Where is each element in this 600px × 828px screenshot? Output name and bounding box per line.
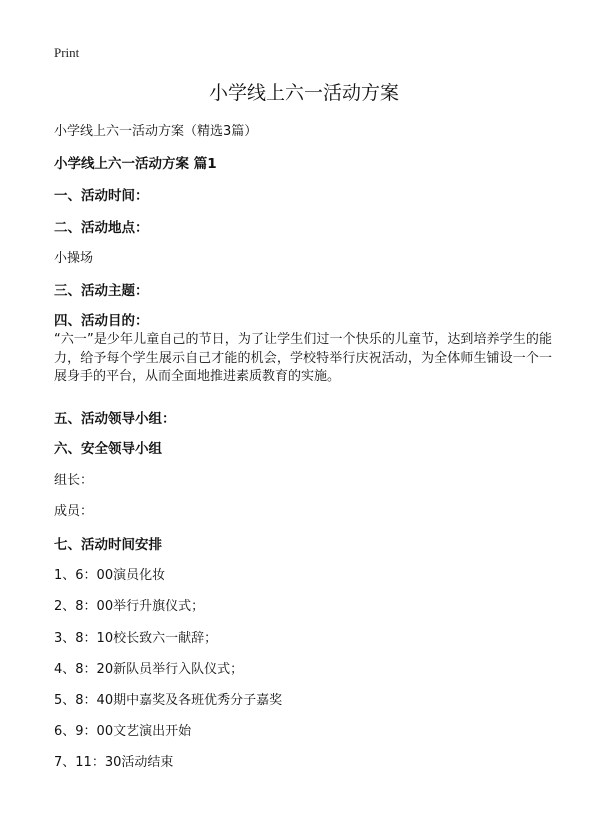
- document-subtitle: 小学线上六一活动方案（精选3篇）: [54, 124, 258, 139]
- heading-activity-theme: 三、活动主题：: [54, 283, 149, 299]
- group-members-text: 成员：: [54, 504, 94, 519]
- schedule-item: 1、6：00演员化妆: [54, 568, 166, 583]
- schedule-item: 6、9：00文艺演出开始: [54, 724, 192, 739]
- schedule-item: 7、11：30活动结束: [54, 755, 174, 770]
- page-title: 小学线上六一活动方案: [208, 82, 399, 104]
- heading-schedule: 七、活动时间安排: [54, 537, 162, 553]
- group-leader-text: 组长：: [54, 473, 94, 488]
- print-link[interactable]: Print: [54, 45, 80, 60]
- location-text: 小操场: [54, 251, 94, 266]
- schedule-item: 3、8：10校长致六一献辞；: [54, 631, 218, 646]
- heading-activity-purpose: 四、活动目的：: [54, 313, 149, 329]
- schedule-item: 4、8：20新队员举行入队仪式；: [54, 662, 244, 677]
- heading-safety-group: 六、安全领导小组: [54, 441, 162, 457]
- section-heading: 小学线上六一活动方案 篇1: [54, 156, 217, 172]
- purpose-paragraph: “六一”是少年儿童自己的节日，为了让学生们过一个快乐的儿童节，达到培养学生的能力，给予每个学生展示自己才能的机会，学校特举行庆祝活动，为全体师生铺设一个一展身手的平台，从而全面地推进素质教育的实施。: [54, 332, 552, 384]
- heading-activity-location: 二、活动地点：: [54, 220, 149, 236]
- schedule-item: 2、8：00举行升旗仪式；: [54, 599, 205, 614]
- heading-leadership-group: 五、活动领导小组：: [54, 411, 176, 427]
- heading-activity-time: 一、活动时间：: [54, 188, 149, 204]
- schedule-item: 5、8：40期中嘉奖及各班优秀分子嘉奖: [54, 693, 283, 708]
